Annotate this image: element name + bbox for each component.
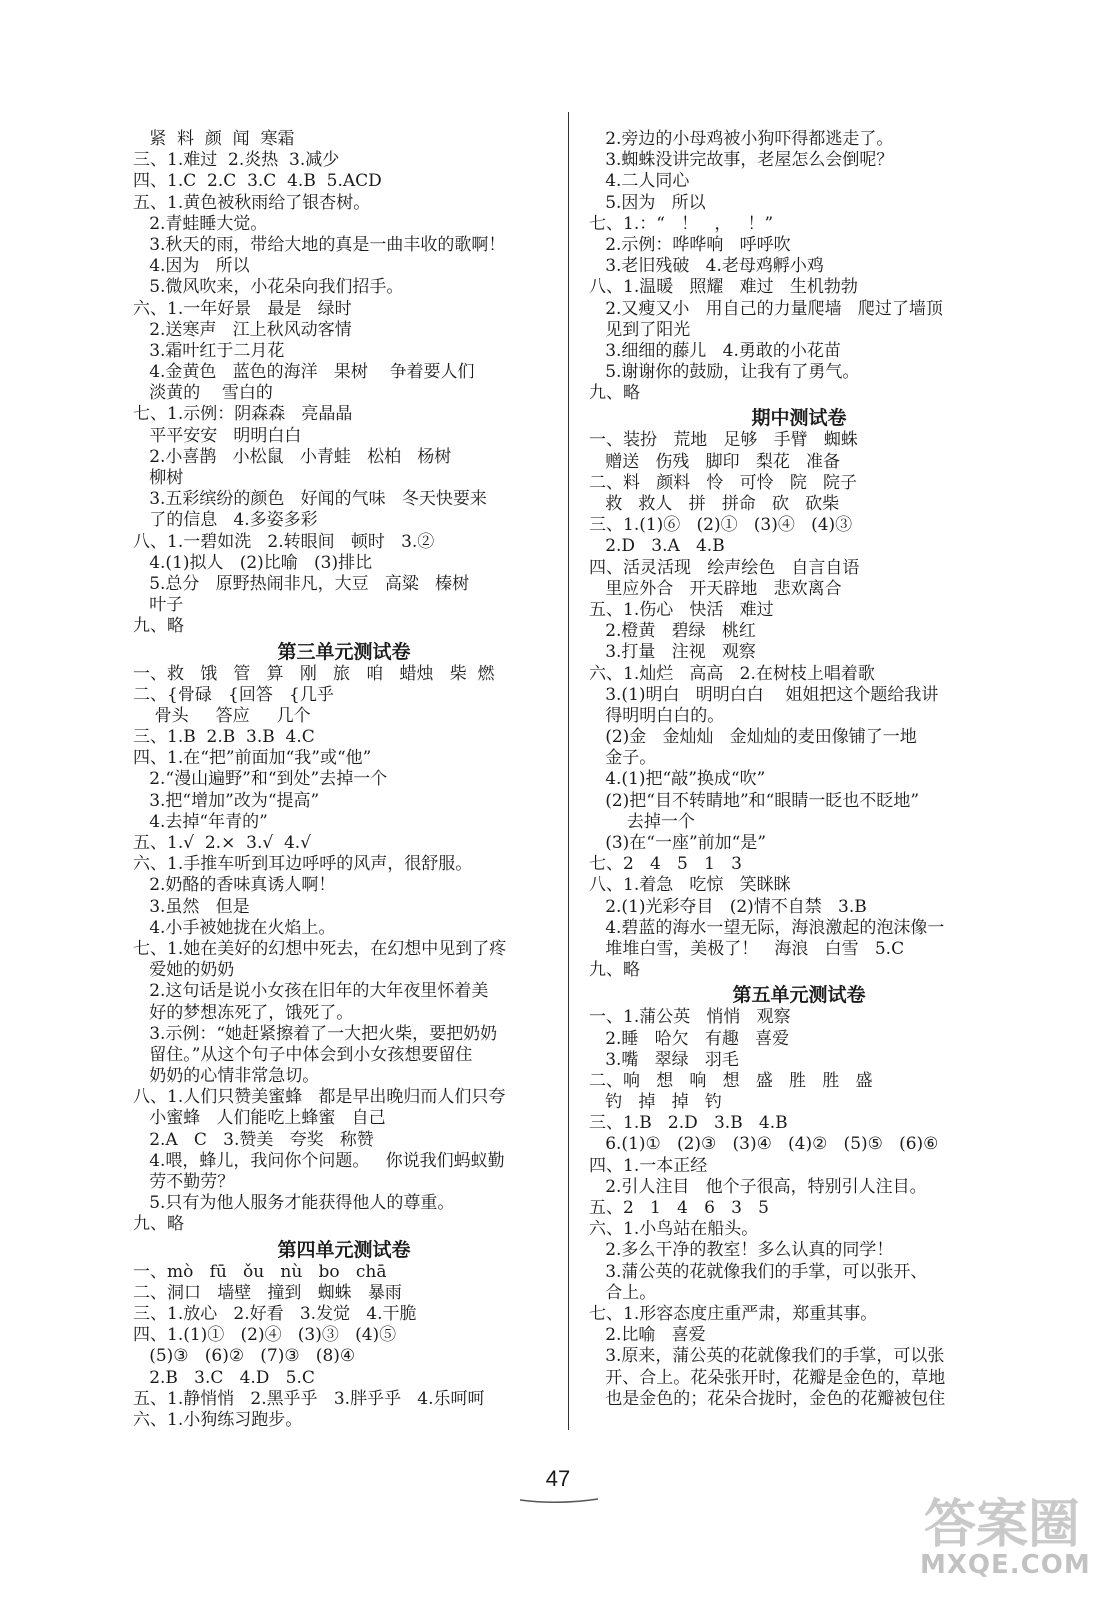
answer-line: 3.虽然 但是 <box>133 896 250 917</box>
answer-line: 二、响 想 响 想 盛 胜 胜 盛 <box>589 1070 873 1091</box>
page-number-swash <box>518 1496 600 1504</box>
answer-line: 七、1.形容态度庄重严肃，郑重其事。 <box>589 1303 878 1324</box>
answer-line: 2.示例：哗哗响 呼呼吹 <box>589 234 791 255</box>
section-heading: 第四单元测试卷 <box>277 1238 411 1261</box>
answer-line: 爱她的奶奶 <box>133 960 235 981</box>
answer-line: 4.因为 所以 <box>133 256 250 277</box>
answer-line: 金子。 <box>589 748 657 769</box>
right-column <box>589 129 1009 1410</box>
answer-line: 奶奶的心情非常急切。 <box>133 1066 320 1087</box>
answer-line: 二、{骨碌 {回答 {几乎 <box>133 684 334 705</box>
answer-line: 2.引人注目 他个子很高，特别引人注目。 <box>589 1176 927 1197</box>
answer-line: 5.只有为他人服务才能获得他人的尊重。 <box>133 1193 455 1214</box>
answer-line: 2.多么干净的教室！多么认真的同学！ <box>589 1240 894 1261</box>
answer-line: (2)把“目不转睛地”和“眼睛一眨也不眨地” <box>589 790 920 811</box>
answer-line: 叶子 <box>133 595 184 616</box>
answer-line: 3.(1)明白 明明白白 姐姐把这个题给我讲 <box>589 684 939 705</box>
answer-line: 六、1.小鸟站在船头。 <box>589 1219 759 1240</box>
watermark <box>906 1476 1096 1584</box>
answer-line: 四、活灵活现 绘声绘色 自言自语 <box>589 557 860 578</box>
answer-line: 3.五彩缤纷的颜色 好闻的气味 冬天快要来 <box>133 489 487 510</box>
answer-line: 4.(1)把“敲”换成“吹” <box>589 769 766 790</box>
answer-line: 2.D 3.A 4.B <box>589 536 725 557</box>
answer-line: 二、料 颜料 怜 可怜 院 院子 <box>589 472 858 493</box>
answer-line: 四、1.一本正经 <box>589 1155 708 1176</box>
answer-line: 3.细细的藤儿 4.勇敢的小花苗 <box>589 340 841 361</box>
answer-line: 5.因为 所以 <box>589 192 706 213</box>
answer-line: 3.蜘蛛没讲完故事，老屋怎么会倒呢？ <box>589 150 894 171</box>
answer-line: 2.(1)光彩夺目 (2)情不自禁 3.B <box>589 896 867 917</box>
answer-line: 见到了阳光 <box>589 319 691 340</box>
answer-line: 二、洞口 墙壁 撞到 蜘蛛 暴雨 <box>133 1282 402 1303</box>
watermark-logo: 答案圈 <box>924 1495 1081 1555</box>
answer-line: 一、mò fū ǒu nù bo chā <box>133 1261 387 1282</box>
answer-line: 3.打量 注视 观察 <box>589 642 756 663</box>
answer-line: 3.霜叶红于二月花 <box>133 340 285 361</box>
answer-line: 得明明白白的。 <box>589 705 725 726</box>
answer-line: 一、装扮 荒地 足够 手臂 蜘蛛 <box>589 430 858 451</box>
section-heading: 第五单元测试卷 <box>732 984 866 1007</box>
answer-line: 三、1.难过 2.炎热 3.减少 <box>133 150 340 171</box>
answer-line: 4.金黄色 蓝色的海洋 果树 争着要人们 <box>133 362 475 383</box>
left-column <box>133 129 555 1431</box>
answer-line: 六、1.一年好景 最是 绿时 <box>133 298 352 319</box>
watermark-text: MXQE.COM <box>920 1550 1091 1580</box>
answer-line: 5.谢谢你的鼓励，让我有了勇气。 <box>589 362 860 383</box>
answer-line: 五、2 1 4 6 3 5 <box>589 1198 769 1218</box>
answer-line: 2.青蛙睡大觉。 <box>133 213 268 234</box>
answer-line: 6.(1)① (2)③ (3)④ (4)② (5)⑤ (6)⑥ <box>589 1134 939 1155</box>
answer-line: 2.这句话是说小女孩在旧年的大年夜里怀着美 <box>133 981 489 1002</box>
answer-line: 2.旁边的小母鸡被小狗吓得都逃走了。 <box>589 129 894 149</box>
answer-line: 九、略 <box>133 1214 184 1235</box>
answer-line: 六、1.手推车听到耳边呼呼的风声，很舒服。 <box>133 854 473 875</box>
answer-line: 也是金色的；花朵合拢时，金色的花瓣被包住 <box>589 1388 946 1409</box>
answer-line: 3.把“增加”改为“提高” <box>133 790 320 811</box>
answer-line: 合上。 <box>589 1282 657 1303</box>
answer-line: (2)金 金灿灿 金灿灿的麦田像铺了一地 <box>589 727 917 748</box>
answer-line: 紧 料 颜 闻 寒霜 <box>133 129 295 149</box>
answer-line: 六、1.灿烂 高高 2.在树枝上唱着歌 <box>589 663 875 684</box>
answer-line: 留住。”从这个句子中体会到小女孩想要留住 <box>133 1044 473 1065</box>
answer-line: 4.喂，蜂儿，我问你个问题。 你说我们蚂蚁勤 <box>133 1150 505 1171</box>
answer-line: 2.又瘦又小 用自己的力量爬墙 爬过了墙顶 <box>589 298 943 319</box>
answer-line: 钓 掉 掉 钓 <box>589 1092 722 1113</box>
answer-line: 九、略 <box>133 616 184 637</box>
answer-line: 八、1.人们只赞美蜜蜂 都是早出晚归而人们只夸 <box>133 1087 506 1108</box>
answer-line: 3.示例：“她赶紧擦着了一大把火柴，要把奶奶 <box>133 1023 498 1044</box>
answer-line: 柳树 <box>133 468 184 488</box>
answer-line: 劳不勤劳？ <box>133 1172 235 1192</box>
answer-line: 4.碧蓝的海水一望无际，海浪激起的泡沫像一 <box>589 917 945 938</box>
section-heading: 第三单元测试卷 <box>277 640 411 663</box>
page-number: 47 <box>545 1466 571 1491</box>
column-divider <box>568 112 569 1430</box>
answer-line: 骨头 答应 几个 <box>133 705 311 726</box>
answer-line: (3)在“一座”前加“是” <box>589 833 767 853</box>
answer-line: 2.睡 哈欠 有趣 喜爱 <box>589 1028 790 1049</box>
answer-line: 八、1.一碧如洗 2.转眼间 顿时 3.② <box>133 531 435 552</box>
answer-line: 三、1.(1)⑥ (2)① (3)④ (4)③ <box>589 515 853 536</box>
answer-line: 八、1.温暖 照耀 难过 生机勃勃 <box>589 277 858 298</box>
answer-line: 4.小手被她拢在火焰上。 <box>133 917 336 938</box>
answer-line: 救 救人 拼 拼命 砍 砍柴 <box>589 494 840 514</box>
answer-line: 2.送寒声 江上秋风动客情 <box>133 319 352 340</box>
answer-line: 九、略 <box>589 960 640 981</box>
answer-line: 开、合上。花朵张开时，花瓣是金色的，草地 <box>589 1367 946 1388</box>
answer-line: 七、1.示例：阴森森 亮晶晶 <box>133 404 353 425</box>
answer-line: 2.橙黄 碧绿 桃红 <box>589 621 756 642</box>
answer-line: 八、1.着急 吃惊 笑眯眯 <box>589 875 791 896</box>
answer-line: 七、1.她在美好的幻想中死去，在幻想中见到了疼 <box>133 938 507 959</box>
answer-line: 五、1.√ 2.× 3.√ 4.√ <box>133 833 312 853</box>
answer-line: 5.微风吹来，小花朵向我们招手。 <box>133 277 404 298</box>
answer-line: 小蜜蜂 人们能吃上蜂蜜 自己 <box>133 1108 386 1129</box>
answer-line: 2.B 3.C 4.D 5.C <box>133 1367 315 1388</box>
answer-line: 四、1.在“把”前面加“我”或“他” <box>133 748 372 769</box>
answer-line: 堆堆白雪，美极了！ 海浪 白雪 5.C <box>589 938 905 959</box>
answer-line: 一、救 饿 管 算 刚 旅 咱 蜡烛 柴 燃 <box>133 663 495 684</box>
answer-line: 七、1.：“ ！ ， ！” <box>589 213 774 234</box>
answer-line: 2.“漫山遍野”和“到处”去掉一个 <box>133 769 388 790</box>
answer-line: 3.嘴 翠绿 羽毛 <box>589 1049 739 1070</box>
answer-line: 五、1.静悄悄 2.黑乎乎 3.胖乎乎 4.乐呵呵 <box>133 1388 485 1409</box>
answer-line: 六、1.小狗练习跑步。 <box>133 1409 303 1430</box>
answer-line: 2.比喻 喜爱 <box>589 1325 706 1346</box>
answer-line: 一、1.蒲公英 悄悄 观察 <box>589 1007 791 1028</box>
answer-line: 七、2 4 5 1 3 <box>589 854 742 875</box>
answer-line: 4.(1)拟人 (2)比喻 (3)排比 <box>133 552 373 573</box>
answer-line: 去掉一个 <box>589 811 695 832</box>
answer-line: 五、1.伤心 快活 难过 <box>589 599 774 620</box>
answer-line: 2.A C 3.赞美 夸奖 称赞 <box>133 1129 374 1150</box>
answer-line: 四、1.(1)① (2)④ (3)③ (4)⑤ <box>133 1325 397 1346</box>
answer-line: 3.蒲公英的花就像我们的手掌，可以张开、 <box>589 1261 928 1282</box>
answer-line: 4.去掉“年青的” <box>133 811 268 832</box>
answer-line: 3.原来，蒲公英的花就像我们的手掌，可以张 <box>589 1346 945 1367</box>
answer-line: 赠送 伤残 脚印 梨花 准备 <box>589 451 841 472</box>
answer-line: 平平安安 明明白白 <box>133 425 302 446</box>
answer-line: 三、1.B 2.B 3.B 4.C <box>133 727 315 748</box>
section-heading: 期中测试卷 <box>751 407 847 430</box>
answer-line: 了的信息 4.多姿多彩 <box>133 510 318 531</box>
answer-line: 九、略 <box>589 383 640 404</box>
answer-line: 里应外合 开天辟地 悲欢离合 <box>589 578 842 599</box>
answer-line: 2.小喜鹊 小松鼠 小青蛙 松柏 杨树 <box>133 446 452 467</box>
answer-line: 5.总分 原野热闹非凡，大豆 高粱 榛树 <box>133 573 470 594</box>
answer-line: 三、1.放心 2.好看 3.发觉 4.干脆 <box>133 1303 417 1324</box>
answer-line: 4.二人同心 <box>589 171 690 192</box>
answer-line: 五、1.黄色被秋雨给了银杏树。 <box>133 192 371 213</box>
answer-line: 2.奶酪的香味真诱人啊！ <box>133 875 336 896</box>
answer-line: 3.秋天的雨，带给大地的真是一曲丰收的歌啊！ <box>133 234 506 255</box>
answer-line: (5)③ (6)② (7)③ (8)④ <box>133 1346 356 1367</box>
answer-line: 淡黄的 雪白的 <box>133 383 273 404</box>
answer-line: 三、1.B 2.D 3.B 4.B <box>589 1113 788 1134</box>
answer-line: 四、1.C 2.C 3.C 4.B 5.ACD <box>133 171 382 192</box>
answer-line: 好的梦想冻死了，饿死了。 <box>133 1002 354 1023</box>
answer-line: 3.老旧残破 4.老母鸡孵小鸡 <box>589 256 824 277</box>
